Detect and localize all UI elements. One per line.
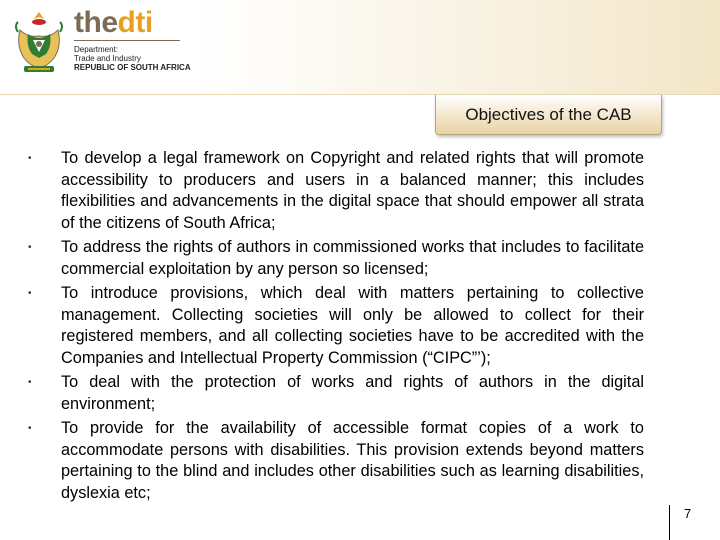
header-band [195,0,720,95]
list-item-text: To develop a legal framework on Copyright and related rights that will promote accessibility to producers and users in a balanced manner; this includes flexibilities and advancements in the digital space that should empower all strata of the citizens of South Africa; [61,149,644,232]
slide-title: Objectives of the CAB [435,95,662,135]
bullet-icon: • [28,242,32,253]
department-line-2: Trade and Industry [74,54,141,63]
list-item-text: To deal with the protection of works and rights of authors in the digital environment; [61,373,644,413]
department-line-3: REPUBLIC OF SOUTH AFRICA [74,63,191,72]
department-label [74,45,191,72]
page-number: 7 [684,506,692,521]
dti-logo [74,8,153,38]
list-item-text: To address the rights of authors in commissioned works that includes to facilitate commercial exploitation by any person so licensed; [61,238,644,278]
bullet-icon: • [28,423,32,434]
department-line-1: Department: [74,45,119,54]
bullet-icon: • [28,153,32,164]
bullet-icon: • [28,377,32,388]
page-number-divider [669,505,670,540]
list-item [28,418,644,504]
list-item [28,148,644,234]
list-item-text: To introduce provisions, which deal with matters pertaining to collective management. Collecting societies will only be allowed to collect for their registered members, and all collecting societies have to be accredited with the Companies and Intellectual Property Commission (“CIPC”’); [61,284,644,367]
list-item [28,237,644,280]
slide-header [0,0,720,95]
logo-the-text: the [74,6,118,39]
list-item-text: To provide for the availability of accessible format copies of a work to accommodate persons with disabilities. This provision extends beyond matters pertaining to the blind and includes other disabilities such as learning disabilities, dyslexia etc; [61,419,644,502]
objectives-list [28,148,644,507]
list-item [28,283,644,369]
logo-dti-text: dti [117,6,153,39]
list-item [28,372,644,415]
bullet-icon: • [28,288,32,299]
logo-divider [74,40,180,41]
coat-of-arms-icon [14,10,64,76]
